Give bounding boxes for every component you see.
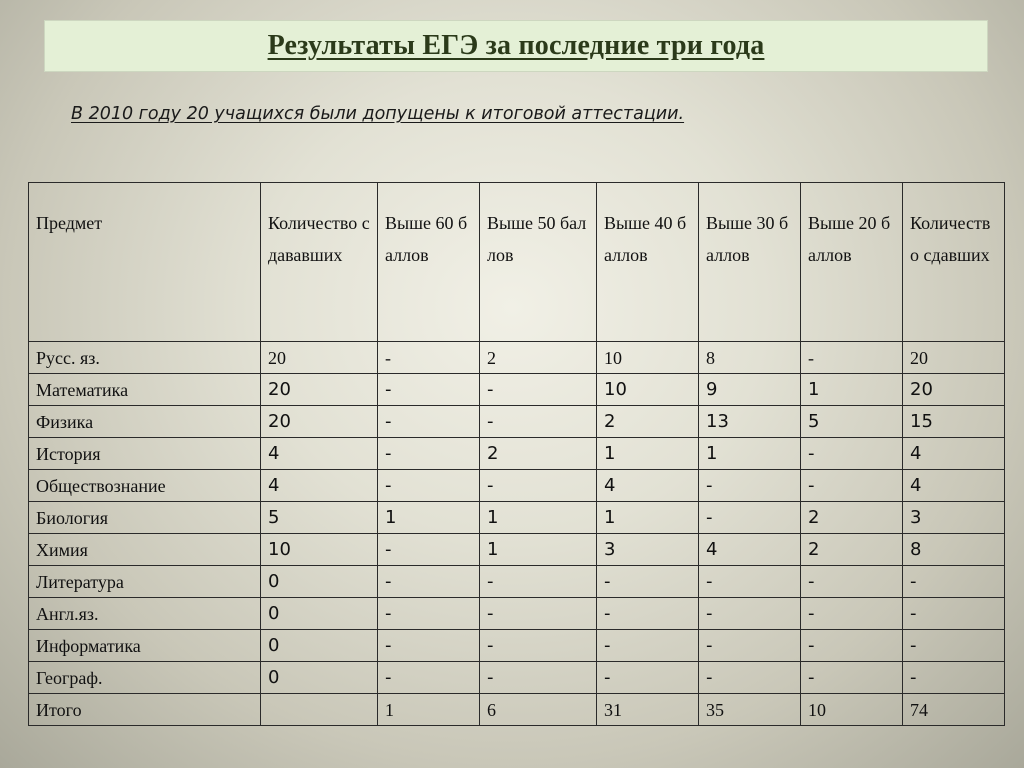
table-row xyxy=(29,630,1005,662)
cell-above-30: - xyxy=(699,470,801,502)
cell-above-50: - xyxy=(480,374,597,406)
cell-above-30: - xyxy=(699,630,801,662)
cell-above-40: 10 xyxy=(597,374,699,406)
cell-subject: Англ.яз. xyxy=(29,598,261,630)
cell-above-20: 1 xyxy=(801,374,903,406)
cell-took-exam: 10 xyxy=(261,534,378,566)
cell-subject: Обществознание xyxy=(29,470,261,502)
cell-passed: 20 xyxy=(903,342,1005,374)
cell-above-60: - xyxy=(378,662,480,694)
table-row xyxy=(29,438,1005,470)
cell-above-60: 1 xyxy=(378,502,480,534)
cell-took-exam: 4 xyxy=(261,438,378,470)
cell-above-40: 10 xyxy=(597,342,699,374)
cell-above-60: - xyxy=(378,630,480,662)
cell-above-50: - xyxy=(480,406,597,438)
header-took-exam: Количество сдававших xyxy=(261,183,378,342)
table-row xyxy=(29,694,1005,726)
cell-subject: Русс. яз. xyxy=(29,342,261,374)
cell-above-60: - xyxy=(378,598,480,630)
table-row xyxy=(29,470,1005,502)
results-table xyxy=(28,182,1005,726)
cell-passed: - xyxy=(903,630,1005,662)
cell-above-40: - xyxy=(597,630,699,662)
cell-above-40: 2 xyxy=(597,406,699,438)
cell-subject: Итого xyxy=(29,694,261,726)
cell-subject: Химия xyxy=(29,534,261,566)
cell-above-50: 1 xyxy=(480,534,597,566)
cell-above-60: - xyxy=(378,438,480,470)
cell-subject: Математика xyxy=(29,374,261,406)
cell-above-30: - xyxy=(699,566,801,598)
cell-above-20: - xyxy=(801,566,903,598)
header-subject: Предмет xyxy=(29,183,261,342)
cell-above-40: - xyxy=(597,598,699,630)
cell-above-50: - xyxy=(480,566,597,598)
cell-took-exam: 20 xyxy=(261,406,378,438)
cell-above-50: - xyxy=(480,662,597,694)
cell-above-20: - xyxy=(801,438,903,470)
table-row xyxy=(29,566,1005,598)
header-above-60: Выше 60 баллов xyxy=(378,183,480,342)
cell-passed: 20 xyxy=(903,374,1005,406)
cell-above-30: - xyxy=(699,502,801,534)
cell-subject: Информатика xyxy=(29,630,261,662)
header-above-50: Выше 50 баллов xyxy=(480,183,597,342)
cell-passed: - xyxy=(903,598,1005,630)
cell-above-40: 1 xyxy=(597,438,699,470)
table-header-row xyxy=(29,183,1005,342)
cell-took-exam: 20 xyxy=(261,342,378,374)
cell-above-30: - xyxy=(699,662,801,694)
cell-passed: 4 xyxy=(903,438,1005,470)
cell-above-60: - xyxy=(378,342,480,374)
cell-above-40: - xyxy=(597,566,699,598)
table-row xyxy=(29,598,1005,630)
cell-above-50: - xyxy=(480,470,597,502)
cell-took-exam: 4 xyxy=(261,470,378,502)
cell-passed: 3 xyxy=(903,502,1005,534)
header-above-40: Выше 40 баллов xyxy=(597,183,699,342)
cell-above-50: - xyxy=(480,598,597,630)
cell-above-30: 4 xyxy=(699,534,801,566)
cell-above-50: 2 xyxy=(480,438,597,470)
cell-above-40: 4 xyxy=(597,470,699,502)
cell-above-20: 2 xyxy=(801,534,903,566)
table-row xyxy=(29,502,1005,534)
header-passed: Количество сдавших xyxy=(903,183,1005,342)
cell-above-20: - xyxy=(801,598,903,630)
header-above-20: Выше 20 баллов xyxy=(801,183,903,342)
cell-above-50: 6 xyxy=(480,694,597,726)
cell-subject: История xyxy=(29,438,261,470)
cell-passed: 74 xyxy=(903,694,1005,726)
header-above-30: Выше 30 баллов xyxy=(699,183,801,342)
cell-above-20: 2 xyxy=(801,502,903,534)
cell-subject: Географ. xyxy=(29,662,261,694)
cell-above-20: 5 xyxy=(801,406,903,438)
cell-took-exam: 20 xyxy=(261,374,378,406)
table-row xyxy=(29,374,1005,406)
cell-took-exam: 5 xyxy=(261,502,378,534)
cell-took-exam xyxy=(261,694,378,726)
cell-took-exam: 0 xyxy=(261,598,378,630)
title-banner xyxy=(44,20,988,72)
cell-above-60: 1 xyxy=(378,694,480,726)
table-row xyxy=(29,342,1005,374)
cell-above-20: - xyxy=(801,470,903,502)
cell-above-40: 31 xyxy=(597,694,699,726)
cell-subject: Физика xyxy=(29,406,261,438)
cell-above-60: - xyxy=(378,374,480,406)
cell-passed: 8 xyxy=(903,534,1005,566)
table-row xyxy=(29,406,1005,438)
cell-above-60: - xyxy=(378,470,480,502)
cell-above-60: - xyxy=(378,534,480,566)
cell-above-30: 35 xyxy=(699,694,801,726)
cell-above-20: - xyxy=(801,342,903,374)
table-body xyxy=(29,342,1005,726)
cell-passed: - xyxy=(903,662,1005,694)
cell-passed: 15 xyxy=(903,406,1005,438)
slide-title: Результаты ЕГЭ за последние три года xyxy=(267,30,765,61)
cell-above-60: - xyxy=(378,566,480,598)
cell-above-30: 9 xyxy=(699,374,801,406)
cell-passed: 4 xyxy=(903,470,1005,502)
cell-above-40: - xyxy=(597,662,699,694)
cell-took-exam: 0 xyxy=(261,566,378,598)
cell-above-50: 1 xyxy=(480,502,597,534)
cell-above-40: 3 xyxy=(597,534,699,566)
table-row xyxy=(29,662,1005,694)
cell-took-exam: 0 xyxy=(261,630,378,662)
slide-subtitle: В 2010 году 20 учащихся были допущены к итоговой аттестации. xyxy=(71,104,685,124)
cell-above-30: 1 xyxy=(699,438,801,470)
cell-above-50: - xyxy=(480,630,597,662)
cell-above-20: - xyxy=(801,630,903,662)
cell-subject: Литература xyxy=(29,566,261,598)
cell-above-20: - xyxy=(801,662,903,694)
cell-above-30: - xyxy=(699,598,801,630)
cell-above-20: 10 xyxy=(801,694,903,726)
table-row xyxy=(29,534,1005,566)
cell-took-exam: 0 xyxy=(261,662,378,694)
cell-above-30: 13 xyxy=(699,406,801,438)
cell-above-30: 8 xyxy=(699,342,801,374)
cell-subject: Биология xyxy=(29,502,261,534)
cell-above-50: 2 xyxy=(480,342,597,374)
cell-passed: - xyxy=(903,566,1005,598)
cell-above-40: 1 xyxy=(597,502,699,534)
cell-above-60: - xyxy=(378,406,480,438)
